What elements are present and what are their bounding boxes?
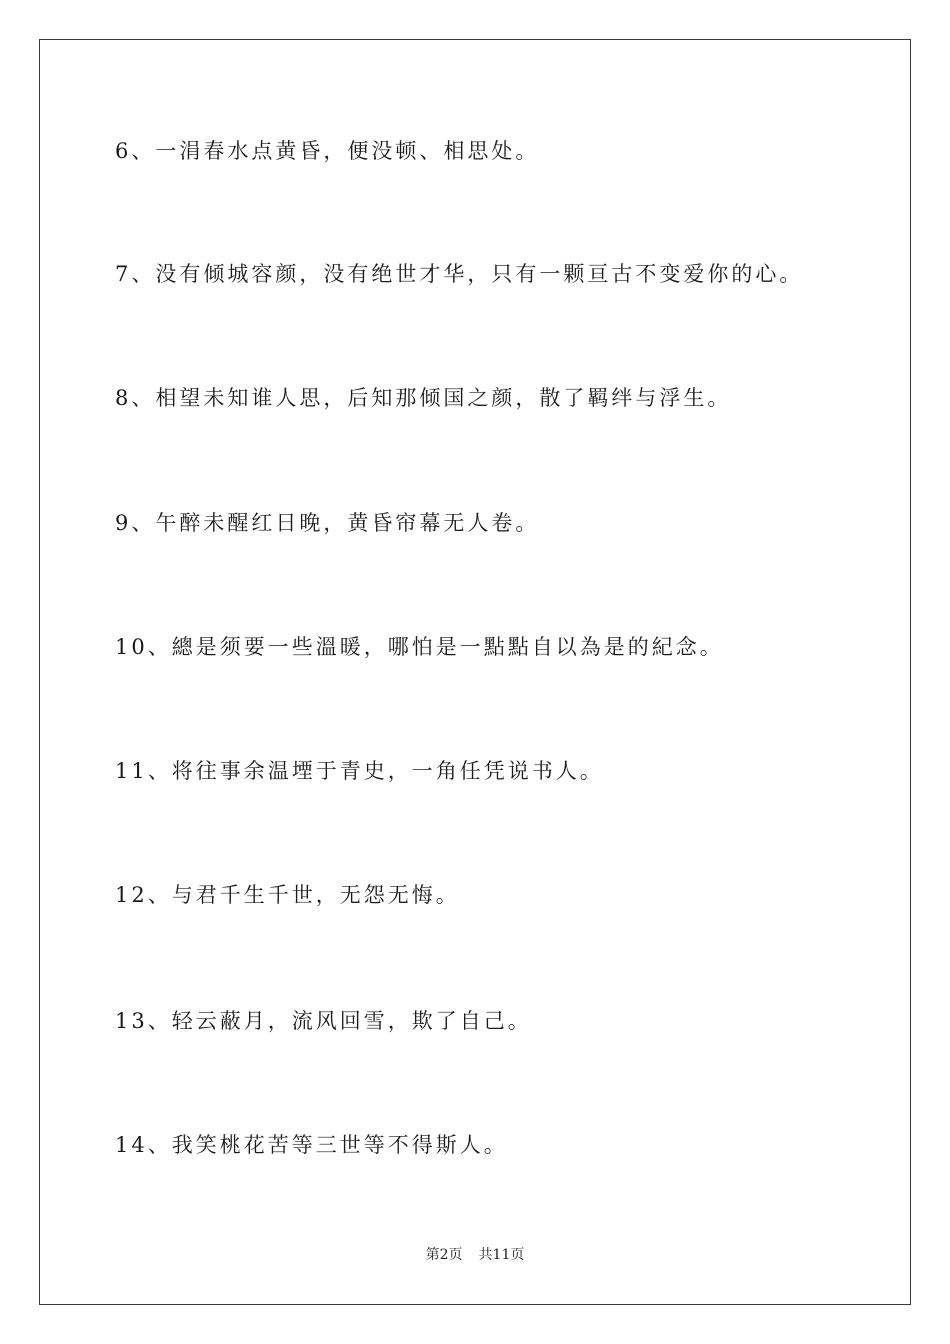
quote-line: 9、午醉未醒红日晚，黄昏帘幕无人卷。 [115, 511, 540, 535]
quote-line: 10、總是须要一些溫暖，哪怕是一點點自以為是的紀念。 [115, 635, 724, 659]
page-frame [39, 39, 911, 1305]
quote-line: 7、没有倾城容颜，没有绝世才华，只有一颗亘古不变爱你的心。 [115, 262, 804, 286]
quote-line: 11、将往事余温堙于青史，一角任凭说书人。 [115, 759, 604, 783]
quote-line: 6、一涓春水点黄昏，便没顿、相思处。 [115, 139, 540, 163]
quote-line: 8、相望未知谁人思，后知那倾国之颜，散了羁绊与浮生。 [115, 386, 732, 410]
page-footer [0, 1248, 950, 1262]
quote-line: 14、我笑桃花苦等三世等不得斯人。 [115, 1133, 508, 1157]
quote-line: 13、轻云蔽月，流风回雪，欺了自己。 [115, 1009, 532, 1033]
page-total: 共11页 [478, 1247, 525, 1263]
quote-line: 12、与君千生千世，无怨无悔。 [115, 883, 460, 907]
page-number: 第2页 [425, 1247, 463, 1263]
